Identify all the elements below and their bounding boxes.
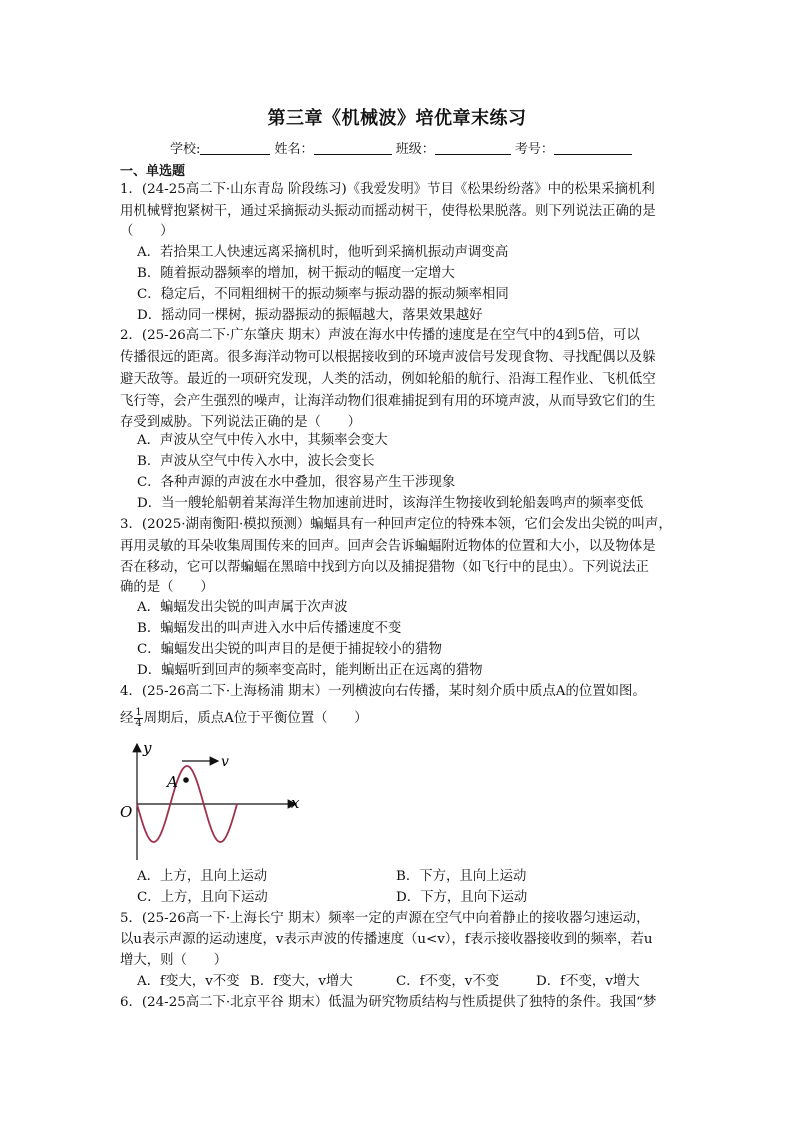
question-5-option-b[interactable]: B．f变大，v增大	[250, 974, 353, 989]
question-4-option-b[interactable]: B．下方，且向上运动	[396, 869, 527, 884]
question-4-option-a[interactable]: A．上方，且向上运动	[137, 869, 268, 884]
question-5-option-d[interactable]: D．f不变，v增大	[536, 974, 640, 989]
fraction-numerator: 1	[135, 707, 142, 718]
point-a-marker	[183, 777, 189, 783]
question-4-line: 4．(25-26高二下·上海杨浦 期末）一列横波向右传播，某时刻介质中质点A的位置如图。	[120, 684, 646, 699]
question-2-line: 2．(25-26高二下·广东肇庆 期末）声波在海水中传播的速度是在空气中的4到5倍，可以	[120, 328, 640, 343]
name-label: 姓名：	[274, 142, 314, 157]
question-2-option-b[interactable]: B．声波从空气中传入水中，波长会变长	[137, 454, 375, 469]
number-label: 考号：	[514, 142, 554, 157]
point-a-label: A	[167, 773, 178, 791]
school-blank[interactable]	[200, 140, 270, 155]
question-2-line: 避天敌等。最近的一项研究发现，人类的活动，例如轮船的航行、沿海工程作业、飞机低空	[120, 372, 656, 387]
student-info-row	[170, 138, 632, 157]
number-blank[interactable]	[554, 140, 632, 155]
question-5-line: 增大，则（ ）	[120, 953, 228, 968]
question-3-line: 再用灵敏的耳朵收集周围传来的回声。回声会告诉蝙蝠附近物体的位置和大小，以及物体是	[120, 539, 656, 554]
question-5-line: 以u表示声源的运动速度，v表示声波的传播速度（u<v），f表示接收器接收到的频率，若u	[120, 932, 653, 947]
question-5-line: 5．(25-26高一下·上海长宁 期末）频率一定的声源在空气中向着静止的接收器匀速运动，	[120, 911, 650, 926]
quarter-fraction	[134, 708, 142, 729]
name-blank[interactable]	[314, 140, 392, 155]
question-3-option-c[interactable]: C．蝙蝠发出尖锐的叫声目的是便于捕捉较小的猎物	[137, 642, 442, 657]
page-title: 第三章《机械波》培优章末练习	[267, 108, 527, 129]
x-axis-label: x	[291, 794, 300, 812]
question-5-option-c[interactable]: C．f不变，v不变	[396, 974, 500, 989]
velocity-label: v	[221, 754, 229, 770]
question-4-text-pre: 经	[120, 711, 134, 726]
question-1-option-b[interactable]: B．随着振动器频率的增加，树干振动的幅度一定增大	[137, 266, 455, 281]
question-2-line: 存受到威胁。下列说法正确的是（ ）	[120, 415, 362, 430]
question-1-line: （ ）	[120, 224, 174, 239]
question-2-line: 传播很远的距离。很多海洋动物可以根据接收到的环境声波信号发现食物、寻找配偶以及躲	[120, 350, 656, 365]
question-3-line: 3．(2025·湖南衡阳·模拟预测）蝙蝠具有一种回声定位的特殊本领，它们会发出尖锐的叫声，	[120, 517, 672, 532]
wave-figure	[112, 736, 312, 866]
question-1-line: 用机械臂抱紧树干，通过采摘振动头振动而摇动树干，使得松果脱落。则下列说法正确的是	[120, 204, 656, 219]
question-1-line: 1．(24-25高二下·山东青岛 阶段练习)《我爱发明》节目《松果纷纷落》中的松果采摘机利	[120, 182, 655, 197]
question-3-option-b[interactable]: B．蝙蝠发出的叫声进入水中后传播速度不变	[137, 621, 402, 636]
question-5-option-a[interactable]: A．f变大，v不变	[137, 974, 240, 989]
question-2-option-d[interactable]: D．当一艘轮船朝着某海洋生物加速前进时，该海洋生物接收到轮船轰鸣声的频率变低	[137, 496, 644, 511]
question-6-line: 6．(24-25高二下·北京平谷 期末）低温为研究物质结构与性质提供了独特的条件。我国“梦	[120, 995, 657, 1010]
class-label: 班级：	[395, 142, 435, 157]
question-4-text-post: 周期后，质点A位于平衡位置（ ）	[143, 711, 368, 726]
question-1-option-c[interactable]: C．稳定后，不同粗细树干的振动频率与振动器的振动频率相同	[137, 287, 509, 302]
question-4-option-c[interactable]: C．上方，且向下运动	[137, 890, 268, 905]
question-3-line: 否在移动，它可以帮蝙蝠在黑暗中找到方向以及捕捉猎物（如飞行中的昆虫）。下列说法正	[120, 560, 649, 575]
question-3-option-a[interactable]: A．蝙蝠发出尖锐的叫声属于次声波	[137, 600, 348, 615]
question-3-line: 确的是（ ）	[120, 580, 214, 595]
question-1-option-d[interactable]: D．摇动同一棵树，振动器振动的振幅越大，落果效果越好	[137, 308, 483, 323]
y-axis-label: y	[143, 739, 152, 757]
question-2-option-a[interactable]: A．声波从空气中传入水中，其频率会变大	[137, 433, 388, 448]
question-1-option-a[interactable]: A．若拾果工人快速远离采摘机时，他听到采摘机振动声调变高	[137, 245, 509, 260]
question-3-option-d[interactable]: D．蝙蝠听到回声的频率变高时，能判断出正在远离的猎物	[137, 663, 483, 678]
question-4-option-d[interactable]: D．下方，且向下运动	[396, 890, 528, 905]
fraction-denominator: 4	[135, 718, 142, 729]
school-label: 学校:	[170, 142, 201, 157]
question-2-option-c[interactable]: C．各种声源的声波在水中叠加，很容易产生干涉现象	[137, 475, 456, 490]
origin-label: O	[120, 803, 133, 821]
section-heading: 一、单选题	[120, 164, 186, 179]
question-2-line: 飞行等，会产生强烈的噪声，让海洋动物们很难捕捉到有用的环境声波，从而导致它们的生	[120, 394, 656, 409]
class-blank[interactable]	[435, 140, 511, 155]
question-4-line	[120, 708, 368, 729]
